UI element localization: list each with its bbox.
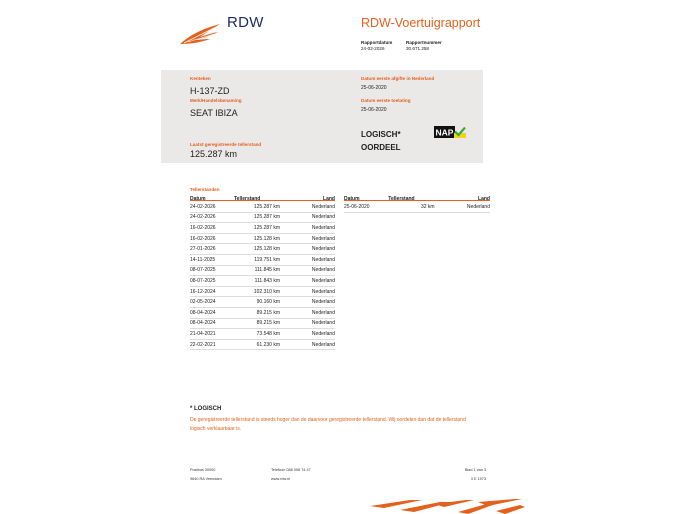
table-row bbox=[190, 329, 335, 340]
cell-date: 08-07-2025 bbox=[190, 276, 234, 287]
make-block bbox=[190, 98, 242, 119]
cell-odometer: 111.843 km bbox=[234, 276, 280, 287]
table-row bbox=[344, 202, 490, 212]
first-nl-block bbox=[361, 76, 434, 92]
logo-text: RDW bbox=[227, 14, 264, 31]
decorative-stripes-icon bbox=[370, 498, 525, 514]
cell-odometer: 32 km bbox=[388, 202, 434, 212]
plate-value: H-137-ZD bbox=[190, 86, 230, 96]
cell-date: 24-02-2026 bbox=[190, 202, 234, 212]
table-header-row bbox=[344, 195, 490, 202]
cell-country: Nederland bbox=[280, 223, 335, 234]
footer-contact bbox=[271, 466, 311, 484]
footer-address-line1: Postbus 30000 bbox=[190, 468, 216, 472]
col-date-header: Datum bbox=[344, 195, 360, 202]
cell-date: 08-04-2024 bbox=[190, 307, 234, 318]
table-row bbox=[190, 265, 335, 276]
readings-section-title: Tellerstanden bbox=[190, 187, 220, 192]
cell-country: Nederland bbox=[280, 202, 335, 212]
rdw-logo-icon bbox=[178, 23, 222, 45]
cell-country: Nederland bbox=[280, 297, 335, 308]
cell-country: Nederland bbox=[280, 254, 335, 265]
cell-date: 16-02-2026 bbox=[190, 223, 234, 234]
cell-odometer: 125.287 km bbox=[234, 212, 280, 223]
table-row bbox=[190, 297, 335, 308]
cell-country: Nederland bbox=[280, 339, 335, 350]
cell-odometer: 119.751 km bbox=[234, 254, 280, 265]
table-row bbox=[190, 276, 335, 287]
cell-country: Nederland bbox=[280, 265, 335, 276]
table-row bbox=[190, 244, 335, 255]
cell-odometer: 111.845 km bbox=[234, 265, 280, 276]
document-title: RDW-Voertuigrapport bbox=[361, 16, 481, 30]
col-odometer-header: Tellerstand bbox=[234, 195, 261, 202]
table-row bbox=[190, 254, 335, 265]
cell-country: Nederland bbox=[280, 307, 335, 318]
footer-address bbox=[190, 466, 222, 484]
cell-date: 25-06-2020 bbox=[344, 202, 388, 212]
table-row bbox=[190, 223, 335, 234]
table-row bbox=[190, 212, 335, 223]
first-nl-label: Datum eerste afgifte in Nederland bbox=[361, 76, 435, 81]
col-date-header: Datum bbox=[190, 195, 206, 202]
note-text: De geregistreerde tellerstand is steeds hoger dan de daarvoor geregistreerde tellerstand. Wij oordelen dan dat de tellerstand logisch verklaarbaar is. bbox=[190, 417, 466, 432]
cell-country: Nederland bbox=[280, 286, 335, 297]
cell-date: 08-04-2024 bbox=[190, 318, 234, 329]
table-row bbox=[190, 318, 335, 329]
cell-date: 21-04-2021 bbox=[190, 329, 234, 340]
odometer-block bbox=[190, 142, 261, 160]
cell-date: 16-12-2024 bbox=[190, 286, 234, 297]
cell-odometer: 125.128 km bbox=[234, 244, 280, 255]
cell-date: 24-02-2026 bbox=[190, 212, 234, 223]
report-date-value: 24-02-2026 bbox=[361, 46, 385, 51]
plate-label: Kenteken bbox=[190, 76, 211, 81]
cell-date: 02-05-2024 bbox=[190, 297, 234, 308]
cell-odometer: 125.128 km bbox=[234, 233, 280, 244]
table-row bbox=[190, 202, 335, 212]
footer-code: 3 E 1973 bbox=[470, 477, 486, 481]
cell-country: Nederland bbox=[435, 202, 490, 212]
cell-odometer: 102.310 km bbox=[234, 286, 280, 297]
table-row bbox=[190, 307, 335, 318]
footer-page-info bbox=[430, 466, 486, 484]
first-nl-value: 25-06-2020 bbox=[361, 85, 387, 91]
cell-odometer: 89.215 km bbox=[234, 307, 280, 318]
first-admit-block bbox=[361, 98, 411, 114]
footer-page-number: Blad 1 van 3 bbox=[464, 468, 486, 472]
cell-country: Nederland bbox=[280, 212, 335, 223]
report-date-label: Rapportdatum bbox=[361, 40, 393, 45]
cell-odometer: 125.287 km bbox=[234, 202, 280, 212]
report-number-value: 30.671.258 bbox=[406, 46, 429, 51]
cell-date: 14-11-2025 bbox=[190, 254, 234, 265]
verdict-line1: LOGISCH* bbox=[361, 130, 401, 139]
first-admit-label: Datum eerste toelating bbox=[361, 98, 411, 103]
cell-country: Nederland bbox=[280, 276, 335, 287]
table-row bbox=[190, 286, 335, 297]
note-title: * LOGISCH bbox=[190, 406, 222, 412]
footer-phone: Telefoon 088 008 74 47 bbox=[271, 468, 311, 472]
cell-country: Nederland bbox=[280, 233, 335, 244]
cell-odometer: 73.548 km bbox=[234, 329, 280, 340]
report-number-label: Rapportnummer bbox=[406, 40, 442, 45]
table-row bbox=[190, 339, 335, 350]
col-odometer-header: Tellerstand bbox=[388, 195, 415, 202]
verdict-line2: OORDEEL bbox=[361, 143, 401, 152]
readings-table-right bbox=[344, 195, 490, 213]
cell-date: 27-01-2026 bbox=[190, 244, 234, 255]
col-country-header: Land bbox=[478, 195, 490, 202]
footer-address-line2: 9640 RA Veendam bbox=[190, 477, 222, 481]
cell-odometer: 125.287 km bbox=[234, 223, 280, 234]
readings-table-left bbox=[190, 195, 335, 350]
footer-web: www.rdw.nl bbox=[271, 477, 290, 481]
make-label: Merk/Handelsbenaming bbox=[190, 98, 242, 103]
odometer-value: 125.287 km bbox=[190, 149, 238, 159]
make-value: SEAT IBIZA bbox=[190, 108, 238, 118]
cell-country: Nederland bbox=[280, 329, 335, 340]
nap-text: NAP bbox=[435, 127, 454, 138]
odometer-label: Laatst geregistreerde tellerstand bbox=[190, 142, 262, 147]
table-header-row bbox=[190, 195, 335, 202]
cell-odometer: 61.230 km bbox=[234, 339, 280, 350]
nap-logo-icon bbox=[434, 126, 466, 138]
cell-odometer: 89.215 km bbox=[234, 318, 280, 329]
cell-date: 08-07-2025 bbox=[190, 265, 234, 276]
plate-block bbox=[190, 76, 230, 97]
col-country-header: Land bbox=[323, 195, 335, 202]
first-admit-value: 25-06-2020 bbox=[361, 107, 387, 113]
cell-country: Nederland bbox=[280, 318, 335, 329]
cell-odometer: 90.160 km bbox=[234, 297, 280, 308]
cell-date: 22-02-2021 bbox=[190, 339, 234, 350]
cell-date: 16-02-2026 bbox=[190, 233, 234, 244]
table-row bbox=[190, 233, 335, 244]
verdict bbox=[361, 128, 401, 154]
cell-country: Nederland bbox=[280, 244, 335, 255]
